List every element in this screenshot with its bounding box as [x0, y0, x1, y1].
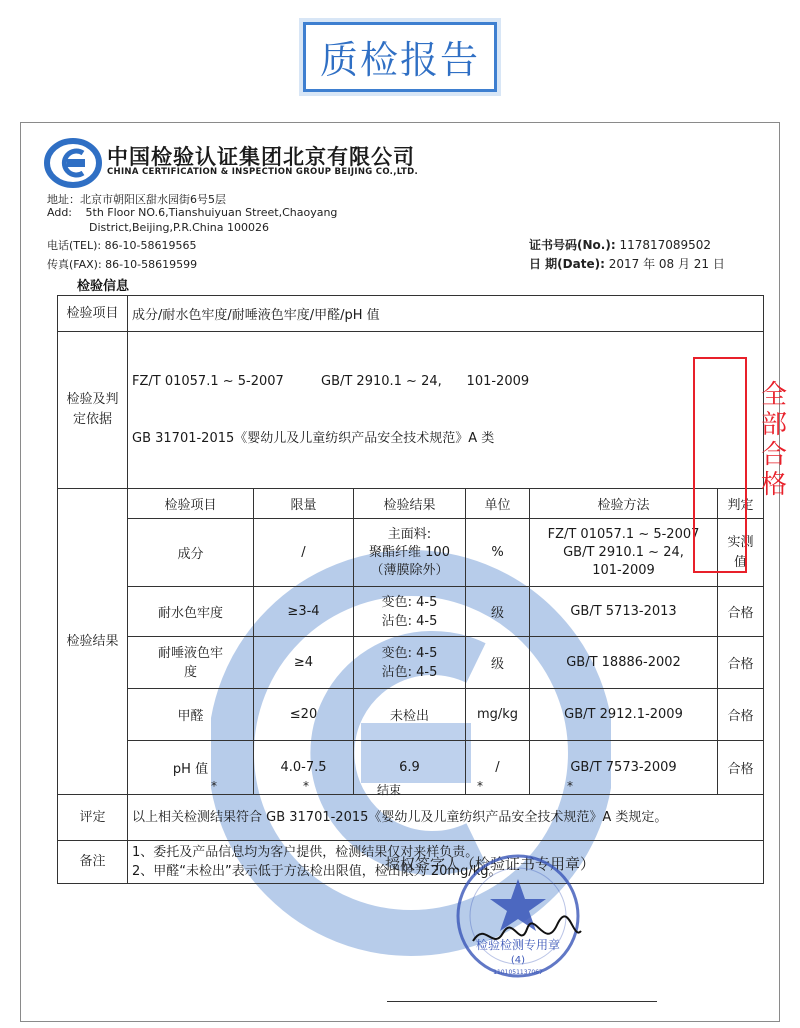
header-limit: 限量 — [254, 489, 354, 519]
row-item: 耐水色牢度 — [128, 587, 254, 637]
standard-label-line2: 定依据 — [72, 412, 112, 427]
certificate-number-value: 117817089502 — [619, 238, 712, 252]
table-row — [58, 637, 764, 689]
report-document — [20, 122, 780, 1022]
row-judge: 合格 — [718, 689, 764, 741]
stamp-serial: 1101051137067 — [493, 969, 543, 976]
certificate-date — [529, 255, 725, 272]
end-text: 结束 — [377, 783, 402, 797]
row-result: 未检出 — [354, 689, 466, 741]
stamp-number: (4) — [510, 955, 526, 966]
verdict-text: 以上相关检测结果符合 GB 31701-2015《婴幼儿及儿童纺织产品安全技术规范》A 类规定。 — [128, 795, 764, 841]
header-judge: 判定 — [718, 489, 764, 519]
row-method: FZ/T 01057.1 ~ 5-2007 GB/T 2910.1 ~ 24, 101-2009 — [530, 519, 718, 587]
note-1: 1、委托及产品信息均为客户提供，检测结果仅对来样负责。 — [132, 845, 479, 860]
standard-label — [58, 332, 128, 489]
header-result: 检验结果 — [354, 489, 466, 519]
row-limit: ≥4 — [254, 637, 354, 689]
row-item: 成分 — [128, 519, 254, 587]
row-judge: 合格 — [718, 637, 764, 689]
table-row — [58, 741, 764, 795]
certificate-date-value: 2017 年 08 月 21 日 — [608, 257, 725, 271]
cci-logo — [43, 137, 107, 189]
end-star: * — [211, 779, 217, 793]
inspection-table — [57, 295, 764, 884]
company-name-cn: 中国检验认证集团北京有限公司 — [107, 144, 415, 169]
notes-label: 备注 — [58, 841, 128, 884]
row-limit: 4.0-7.5 — [254, 741, 354, 795]
address-en-line2: District,Beijing,P.R.China 100026 — [89, 221, 270, 234]
certificate-number-label: 证书号码(No.): — [529, 238, 616, 252]
row-result: 主面料: 聚酯纤维 100 （薄膜除外） — [354, 519, 466, 587]
address-en-label: Add: — [47, 206, 73, 219]
note-2: 2、甲醛“未检出”表示低于方法检出限值，检出限为 20mg/kg。 — [132, 864, 502, 879]
end-star: * — [477, 779, 483, 793]
table-row — [58, 689, 764, 741]
row-limit: ≤20 — [254, 689, 354, 741]
row-method: GB/T 7573-2009 — [530, 741, 718, 795]
row-unit: 级 — [466, 637, 530, 689]
header-unit: 单位 — [466, 489, 530, 519]
row-item: pH 值 — [128, 741, 254, 795]
table-row-standard — [58, 332, 764, 489]
banner — [0, 22, 800, 92]
address-en-line1 — [47, 206, 337, 219]
table-row — [58, 587, 764, 637]
table-row — [58, 519, 764, 587]
row-result: 6.9 — [354, 741, 466, 795]
address-cn: 地址：北京市朝阳区甜水园街6号5层 — [47, 193, 226, 206]
row-unit: / — [466, 741, 530, 795]
item-value: 成分/耐水色牢度/耐唾液色牢度/甲醛/pH 值 — [128, 296, 764, 332]
verdict-label: 评定 — [58, 795, 128, 841]
row-unit: 级 — [466, 587, 530, 637]
handwritten-signature — [465, 911, 585, 961]
row-unit: mg/kg — [466, 689, 530, 741]
standard-line1: FZ/T 01057.1 ~ 5-2007 GB/T 2910.1 ~ 24, 101-2009 — [132, 374, 530, 389]
address-tel: 电话(TEL): 86-10-58619565 — [47, 239, 197, 252]
results-label: 检验结果 — [58, 489, 128, 795]
signature-line — [387, 1001, 657, 1002]
row-unit: % — [466, 519, 530, 587]
standard-label-line1: 检验及判 — [66, 392, 119, 407]
standard-value — [128, 332, 764, 489]
table-row-verdict — [58, 795, 764, 841]
address-en-line1-text: 5th Floor NO.6,Tianshuiyuan Street,Chaoyang — [85, 206, 338, 219]
row-method: GB/T 18886-2002 — [530, 637, 718, 689]
row-judge: 合格 — [718, 741, 764, 795]
address-fax: 传真(FAX): 86-10-58619599 — [47, 258, 198, 271]
header-item: 检验项目 — [128, 489, 254, 519]
row-limit: ≥3-4 — [254, 587, 354, 637]
banner-title: 质检报告 — [303, 22, 497, 92]
header-method: 检验方法 — [530, 489, 718, 519]
row-method: GB/T 2912.1-2009 — [530, 689, 718, 741]
row-result: 变色: 4-5 沾色: 4-5 — [354, 637, 466, 689]
end-star: * — [567, 779, 573, 793]
row-method: GB/T 5713-2013 — [530, 587, 718, 637]
signatory-label: 授权签字人（检验证书专用章） — [385, 855, 596, 873]
certificate-date-label: 日 期(Date): — [529, 257, 605, 271]
row-judge: 实测 值 — [718, 519, 764, 587]
section-title: 检验信息 — [77, 279, 130, 294]
results-header-row — [58, 489, 764, 519]
standard-line2: GB 31701-2015《婴幼儿及儿童纺织产品安全技术规范》A 类 — [132, 431, 495, 446]
item-label: 检验项目 — [58, 296, 128, 332]
company-name-en: CHINA CERTIFICATION & INSPECTION GROUP BEIJING CO.,LTD. — [107, 167, 419, 177]
all-pass-annotation: 全部合格 — [760, 380, 787, 500]
row-item: 甲醛 — [128, 689, 254, 741]
row-judge: 合格 — [718, 587, 764, 637]
certificate-number — [529, 236, 711, 253]
pass-highlight-box — [693, 357, 747, 573]
row-limit: / — [254, 519, 354, 587]
table-row-item — [58, 296, 764, 332]
row-result: 变色: 4-5 沾色: 4-5 — [354, 587, 466, 637]
end-star: * — [303, 779, 309, 793]
stamp-center-text: 检验检测专用章 — [475, 938, 561, 952]
row-item: 耐唾液色牢 度 — [128, 637, 254, 689]
